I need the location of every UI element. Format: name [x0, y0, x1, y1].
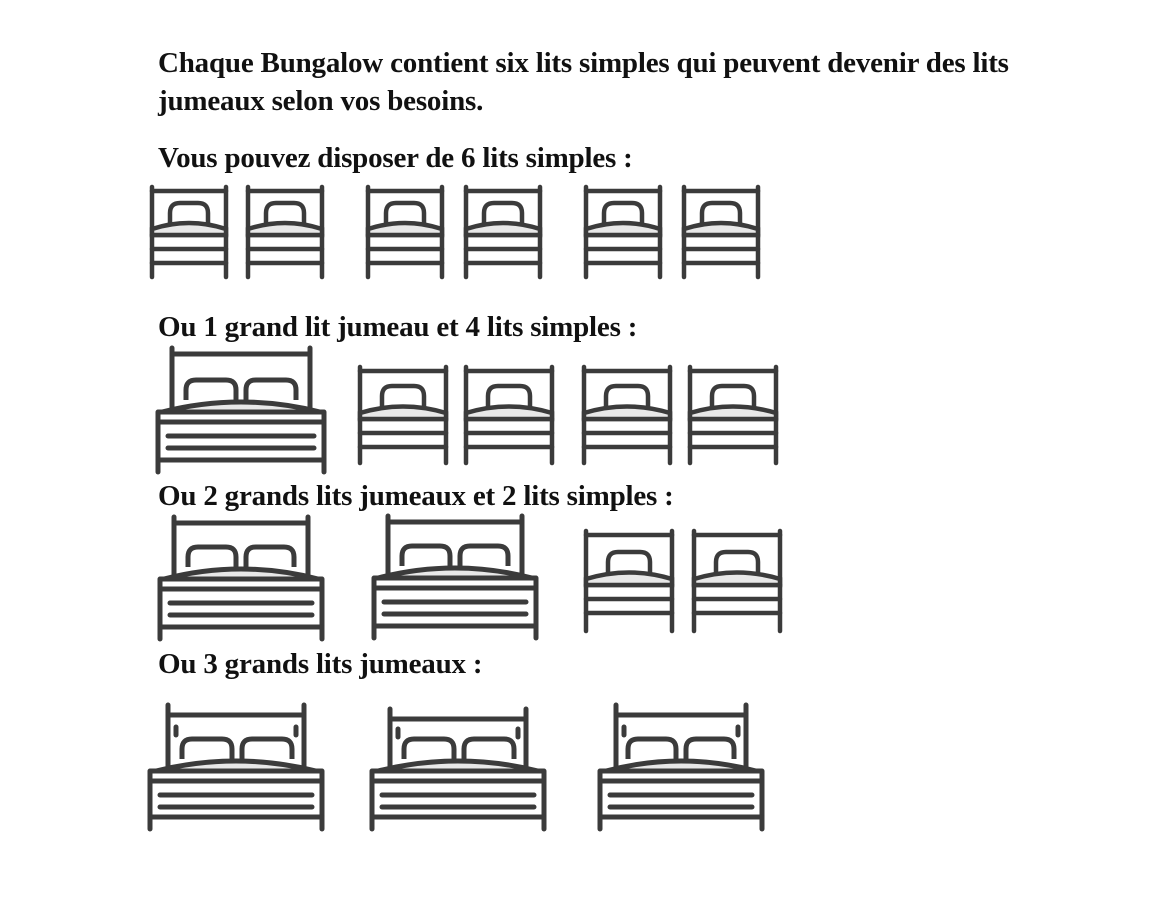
single-bed-icon: [688, 527, 786, 635]
double-bed-icon: [144, 701, 328, 833]
single-bed-icon: [578, 363, 676, 467]
single-bed-icon: [684, 363, 782, 467]
option-3-heading: Ou 2 grands lits jumeaux et 2 lits simples :: [158, 480, 674, 512]
single-bed-icon: [146, 183, 232, 281]
option-1-heading: Vous pouvez disposer de 6 lits simples :: [158, 142, 633, 174]
intro-line-1: Chaque Bungalow contient six lits simples qui peuvent devenir des lits: [158, 47, 1009, 79]
intro-line-2: jumeaux selon vos besoins.: [158, 85, 484, 117]
option-2-heading: Ou 1 grand lit jumeau et 4 lits simples :: [158, 311, 638, 343]
single-bed-icon: [460, 363, 558, 467]
double-bed-icon: [152, 344, 330, 476]
intro-paragraph: [158, 44, 1009, 120]
single-bed-icon: [354, 363, 452, 467]
double-bed-icon: [594, 701, 768, 833]
single-bed-icon: [242, 183, 328, 281]
single-bed-icon: [580, 527, 678, 635]
single-bed-icon: [678, 183, 764, 281]
option-4-heading: Ou 3 grands lits jumeaux :: [158, 648, 483, 680]
single-bed-icon: [460, 183, 546, 281]
single-bed-icon: [580, 183, 666, 281]
single-bed-icon: [362, 183, 448, 281]
double-bed-icon: [366, 705, 550, 833]
double-bed-icon: [368, 512, 542, 642]
double-bed-icon: [154, 513, 328, 643]
